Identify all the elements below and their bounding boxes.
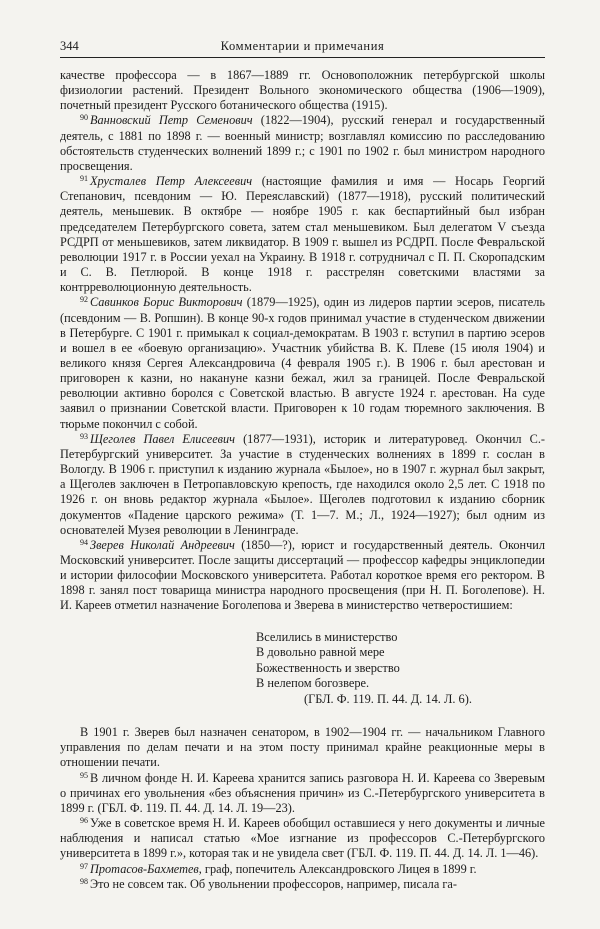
note-person-name: Ванновский Петр Семенович (90, 113, 253, 128)
note-number: 92 (80, 295, 88, 305)
note-continuation (60, 68, 545, 113)
note-text: В 1901 г. Зверев был назначен сенатором, в 1902—1904 гг. — начальником Главного управления по делам печати и на этом посту принимал крайне реакционные меры в отношении печати. (60, 725, 545, 770)
note-text: (настоящие фамилия и имя — Носарь Георгий Степанович, псевдоним — Ю. Переяславский) (1877—1918), русский политический деятель, меньшевик. В октябре — ноябре 1905 г. как беспартийный был избран председателем Петербургского совета, затем стал меньшевиком. Был делегатом V съезда РСДРП от меньшевиков, затем ликвидатор. В 1909 г. вышел из РСДРП. После Февральской революции 1917 г. в России уехал на Украину. В 1918 г. сотрудничал с П. П. Скоропадским и С. В. Петлюрой. В конце 1918 г. расстрелян советскими властями за контрреволюционную деятельность. (60, 174, 545, 295)
poem-line: Божественность и зверство (256, 660, 400, 675)
note-94 (60, 538, 545, 614)
note-96 (60, 816, 545, 861)
note-text: (1877—1931), историк и литературовед. Окончил С.-Петербургский университет. За участие в студенческих волнениях в 1899 г. сослан в Вологду. В 1906 г. приступил к изданию журнала «Былое», но в 1907 г. журнал был закрыт, а Щеголев заключен в Петропавловскую крепость, где находился около 2,5 лет. С 1918 по 1926 г. он вновь редактор журнала «Былое». Щеголев подготовил к изданию сборник документов «Падение царского режима» (Т. 1—7. М.; Л., 1924—1927); был одним из основателей Музея революции в Ленинграде. (60, 431, 545, 537)
note-92 (60, 295, 545, 431)
note-text: В личном фонде Н. И. Кареева хранится запись разговора Н. И. Кареева со Зверевым о причинах его увольнения «без объяснения причин» из С.-Петербургского университета в 1899 г. (ГБЛ. Ф. 119. П. 44. Д. 14. Л. 19—23). (60, 770, 545, 815)
note-person-name: Протасов-Бахметев (90, 861, 199, 876)
note-text: (1822—1904), русский генерал и государственный деятель, с 1881 по 1898 г. — военный министр; возглавлял комиссию по расследованию обстоятельств студенческих волнений 1899 г.; с 1901 по 1902 г. был министром народного просвещения. (60, 113, 546, 173)
note-98 (60, 877, 545, 892)
note-94-continuation (60, 725, 545, 770)
note-person-name: Савинков Борис Викторович (90, 295, 243, 310)
note-number: 93 (80, 431, 88, 441)
note-text: (1879—1925), один из лидеров партии эсеров, писатель (псевдоним — В. Ропшин). В конце 90-х годов принимал участие в студенческом движении в Петербурге. С 1901 г. примыкал к социал-демократам. В 1903 г. вступил в партию эсеров и вошел в ее «боевую организацию». Участник убийства В. К. Плеве (15 июля 1904) и великого князя Сергея Александровича (4 февраля 1905 г.). В 1906 г. был арестован и приговорен к казни, но накануне казни бежал, жил за границей. После Февральской революции активно боролся с Советской властью. В августе 1924 г. арестован. На суде заявил о признании Советской власти. Приговорен к 10 годам тюремного заключения. В тюрьме покончил с собой. (60, 295, 545, 431)
note-text: (1850—?), юрист и государственный деятель. Окончил Московский университет. После защиты диссертаций — профессор кафедры энциклопедии и истории философии Московского университета. Работал короткое время его ректором. В 1898 г. занял пост товарища министра народного просвещения (при Н. П. Боголепове). Н. И. Кареев отметил назначение Боголепова и Зверева в министерство четверостишием: (60, 537, 545, 613)
note-91 (60, 174, 545, 295)
note-continuation-text: качестве профессора — в 1867—1889 гг. Основоположник петербургской школы физиологии растений. Президент Вольного экономического общества (1906—1909), почетный президент Русского ботанического общества (1915). (60, 68, 545, 113)
running-head (60, 38, 545, 58)
page-body (60, 68, 545, 892)
note-number: 96 (80, 816, 88, 826)
quatrain (256, 630, 545, 708)
note-person-name: Хрусталев Петр Алексеевич (90, 174, 253, 189)
note-number: 90 (80, 113, 88, 123)
note-90 (60, 113, 545, 174)
poem-citation: (ГБЛ. Ф. 119. П. 44. Д. 14. Л. 6). (304, 691, 472, 706)
note-number: 95 (80, 770, 88, 780)
poem-line: Вселились в министерство (256, 629, 398, 644)
note-text: Уже в советское время Н. И. Кареев обобщил оставшиеся у него документы и личные наблюдения и написал статью «Мое изгнание из профессоров С.-Петербургского университета в 1899 г.», которая так и не увидела свет (ГБЛ. Ф. 119. П. 44. Д. 14. Л. 1—46). (60, 816, 545, 861)
page-number: 344 (60, 39, 79, 53)
note-person-name: Щеголев Павел Елисеевич (90, 431, 236, 446)
note-number: 94 (80, 537, 88, 547)
note-97 (60, 862, 545, 877)
note-95 (60, 771, 545, 816)
running-title: Комментарии и примечания (220, 39, 385, 53)
note-person-name: Зверев Николай Андреевич (90, 537, 235, 552)
note-number: 98 (80, 876, 88, 886)
poem-line: В довольно равной мере (256, 645, 385, 660)
note-93 (60, 432, 545, 538)
note-number: 97 (80, 861, 88, 871)
note-text: Это не совсем так. Об увольнении профессоров, например, писала га- (90, 876, 457, 891)
note-text: , граф, попечитель Александровского Лицея в 1899 г. (198, 861, 477, 876)
note-number: 91 (80, 174, 88, 184)
poem-line: В нелепом богозвере. (256, 676, 370, 691)
